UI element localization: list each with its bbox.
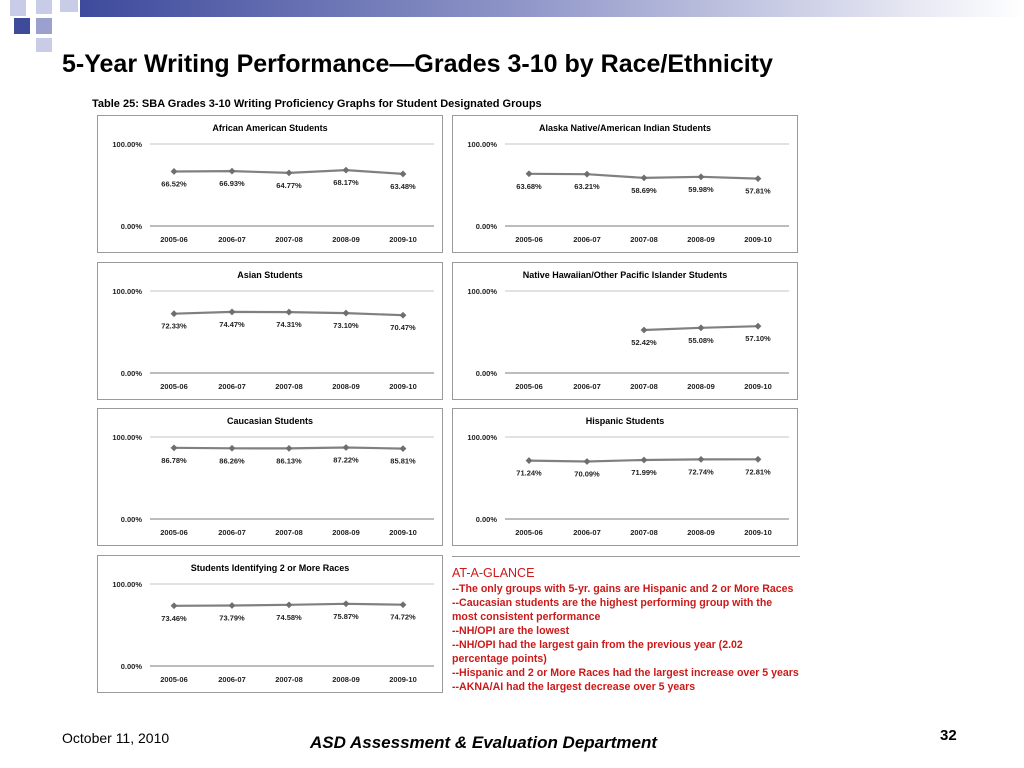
glance-line: --Caucasian students are the highest performing group with the most consistent performance — [452, 597, 773, 623]
y-tick-label: 0.00% — [120, 662, 142, 671]
chart-title: Asian Students — [237, 270, 303, 280]
x-tick-label: 2007-08 — [630, 528, 658, 537]
x-tick-label: 2005-06 — [515, 528, 543, 537]
data-label: 74.58% — [276, 612, 302, 622]
data-label: 86.26% — [219, 456, 245, 466]
x-tick-label: 2006-07 — [573, 382, 601, 391]
at-a-glance-panel — [452, 556, 800, 694]
data-point — [229, 168, 236, 175]
glance-line: --AKNA/AI had the largest decrease over 5 years — [452, 681, 696, 693]
data-point — [400, 445, 407, 452]
data-label: 86.13% — [276, 456, 302, 466]
data-point — [343, 444, 350, 451]
data-label: 59.98% — [688, 184, 714, 194]
data-label: 64.77% — [276, 180, 302, 190]
chart-plot — [98, 409, 442, 545]
chart-plot — [98, 116, 442, 252]
x-tick-label: 2008-09 — [332, 235, 360, 244]
chart-title: African American Students — [212, 123, 328, 133]
chart-native-hawaiian — [452, 262, 798, 400]
y-tick-label: 0.00% — [120, 369, 142, 378]
x-tick-label: 2007-08 — [630, 235, 658, 244]
chart-asian — [97, 262, 443, 400]
data-point — [171, 444, 178, 451]
data-point — [400, 601, 407, 608]
data-point — [641, 174, 648, 181]
chart-alaska-native — [452, 115, 798, 253]
x-tick-label: 2006-07 — [218, 528, 246, 537]
data-point — [343, 167, 350, 174]
y-tick-label: 0.00% — [120, 222, 142, 231]
data-label: 72.74% — [688, 467, 714, 477]
x-tick-label: 2009-10 — [389, 382, 417, 391]
chart-plot — [98, 556, 442, 692]
x-tick-label: 2009-10 — [744, 382, 772, 391]
at-a-glance-title: AT-A-GLANCE — [452, 566, 535, 580]
x-tick-label: 2008-09 — [687, 235, 715, 244]
data-point — [526, 170, 533, 177]
data-label: 87.22% — [333, 455, 359, 465]
data-label: 55.08% — [688, 335, 714, 345]
x-tick-label: 2006-07 — [218, 382, 246, 391]
data-point — [171, 168, 178, 175]
x-tick-label: 2007-08 — [275, 235, 303, 244]
y-tick-label: 100.00% — [112, 140, 142, 149]
data-point — [526, 457, 533, 464]
data-point — [343, 310, 350, 317]
data-label: 57.10% — [745, 334, 771, 344]
y-tick-label: 0.00% — [120, 515, 142, 524]
y-tick-label: 0.00% — [475, 222, 497, 231]
slide-title: 5-Year Writing Performance—Grades 3-10 by Race/Ethnicity — [62, 50, 773, 78]
y-tick-label: 100.00% — [467, 287, 497, 296]
glance-line: --The only groups with 5-yr. gains are Hispanic and 2 or More Races — [452, 583, 794, 595]
data-label: 63.21% — [574, 182, 600, 192]
chart-title: Students Identifying 2 or More Races — [190, 563, 350, 573]
glance-line: --Hispanic and 2 or More Races had the largest increase over 5 years — [452, 667, 799, 679]
data-point — [286, 169, 293, 176]
deco-square — [14, 18, 30, 34]
y-tick-label: 100.00% — [112, 433, 142, 442]
data-label: 57.81% — [745, 186, 771, 196]
data-label: 72.33% — [161, 321, 187, 331]
data-label: 66.52% — [161, 179, 187, 189]
x-tick-label: 2008-09 — [332, 382, 360, 391]
x-tick-label: 2005-06 — [160, 675, 188, 684]
data-point — [171, 310, 178, 317]
y-tick-label: 0.00% — [475, 369, 497, 378]
data-label: 72.81% — [745, 467, 771, 477]
data-label: 70.09% — [574, 469, 600, 479]
y-tick-label: 100.00% — [112, 287, 142, 296]
deco-square — [36, 0, 52, 14]
data-point — [286, 309, 293, 316]
data-point — [171, 602, 178, 609]
data-label: 58.69% — [631, 185, 657, 195]
data-label: 75.87% — [333, 611, 359, 621]
data-label: 63.68% — [516, 181, 542, 191]
chart-title: Native Hawaiian/Other Pacific Islander Students — [522, 270, 728, 280]
data-label: 70.47% — [390, 323, 416, 333]
chart-hispanic — [452, 408, 798, 546]
x-tick-label: 2005-06 — [160, 235, 188, 244]
x-tick-label: 2008-09 — [332, 675, 360, 684]
data-label: 74.47% — [219, 319, 245, 329]
data-label: 74.72% — [390, 612, 416, 622]
data-label: 68.17% — [333, 178, 359, 188]
x-tick-label: 2009-10 — [744, 235, 772, 244]
chart-plot — [453, 409, 797, 545]
corner-decoration — [0, 0, 80, 52]
data-point — [229, 309, 236, 316]
data-label: 63.48% — [390, 181, 416, 191]
footer-date: October 11, 2010 — [62, 730, 170, 746]
x-tick-label: 2006-07 — [218, 235, 246, 244]
x-tick-label: 2007-08 — [275, 382, 303, 391]
x-tick-label: 2006-07 — [218, 675, 246, 684]
data-point — [755, 323, 762, 330]
chart-african-american — [97, 115, 443, 253]
footer-department: ASD Assessment & Evaluation Department — [310, 733, 658, 752]
y-tick-label: 100.00% — [112, 580, 142, 589]
x-tick-label: 2009-10 — [744, 528, 772, 537]
x-tick-label: 2005-06 — [515, 382, 543, 391]
data-point — [641, 327, 648, 334]
data-label: 71.99% — [631, 467, 657, 477]
x-tick-label: 2005-06 — [160, 382, 188, 391]
data-point — [755, 456, 762, 463]
x-tick-label: 2009-10 — [389, 675, 417, 684]
data-label: 52.42% — [631, 338, 657, 348]
x-tick-label: 2009-10 — [389, 528, 417, 537]
header-gradient-bar — [80, 0, 1024, 17]
data-point — [641, 457, 648, 464]
deco-square — [60, 0, 78, 12]
x-tick-label: 2008-09 — [332, 528, 360, 537]
data-point — [229, 602, 236, 609]
chart-title: Hispanic Students — [585, 416, 665, 426]
data-point — [343, 600, 350, 607]
data-point — [698, 456, 705, 463]
data-point — [698, 173, 705, 180]
chart-two-or-more-races — [97, 555, 443, 693]
table-caption: Table 25: SBA Grades 3-10 Writing Proficiency Graphs for Student Designated Groups — [92, 98, 542, 110]
chart-plot — [453, 263, 797, 399]
x-tick-label: 2008-09 — [687, 528, 715, 537]
data-label: 73.10% — [333, 321, 359, 331]
x-tick-label: 2005-06 — [515, 235, 543, 244]
deco-square — [36, 18, 52, 34]
x-tick-label: 2007-08 — [275, 675, 303, 684]
glance-line: --NH/OPI are the lowest — [452, 625, 570, 637]
chart-plot — [453, 116, 797, 252]
x-tick-label: 2009-10 — [389, 235, 417, 244]
data-label: 66.93% — [219, 179, 245, 189]
data-point — [286, 445, 293, 452]
deco-square — [36, 38, 52, 52]
data-point — [584, 458, 591, 465]
data-point — [755, 175, 762, 182]
data-point — [698, 324, 705, 331]
y-tick-label: 100.00% — [467, 433, 497, 442]
page-number: 32 — [940, 727, 957, 744]
data-label: 73.46% — [161, 613, 187, 623]
data-point — [584, 171, 591, 178]
data-label: 86.78% — [161, 455, 187, 465]
data-label: 73.79% — [219, 613, 245, 623]
data-point — [229, 445, 236, 452]
deco-square — [10, 0, 26, 16]
data-point — [286, 601, 293, 608]
data-label: 74.31% — [276, 320, 302, 330]
x-tick-label: 2006-07 — [573, 235, 601, 244]
y-tick-label: 100.00% — [467, 140, 497, 149]
chart-title: Alaska Native/American Indian Students — [538, 123, 712, 133]
data-point — [400, 312, 407, 319]
data-label: 71.24% — [516, 468, 542, 478]
x-tick-label: 2008-09 — [687, 382, 715, 391]
data-point — [400, 171, 407, 178]
x-tick-label: 2006-07 — [573, 528, 601, 537]
chart-plot — [98, 263, 442, 399]
chart-title: Caucasian Students — [226, 416, 314, 426]
data-label: 85.81% — [390, 456, 416, 466]
x-tick-label: 2005-06 — [160, 528, 188, 537]
chart-caucasian — [97, 408, 443, 546]
x-tick-label: 2007-08 — [630, 382, 658, 391]
y-tick-label: 0.00% — [475, 515, 497, 524]
x-tick-label: 2007-08 — [275, 528, 303, 537]
glance-line: --NH/OPI had the largest gain from the previous year (2.02 percentage points) — [452, 639, 743, 665]
